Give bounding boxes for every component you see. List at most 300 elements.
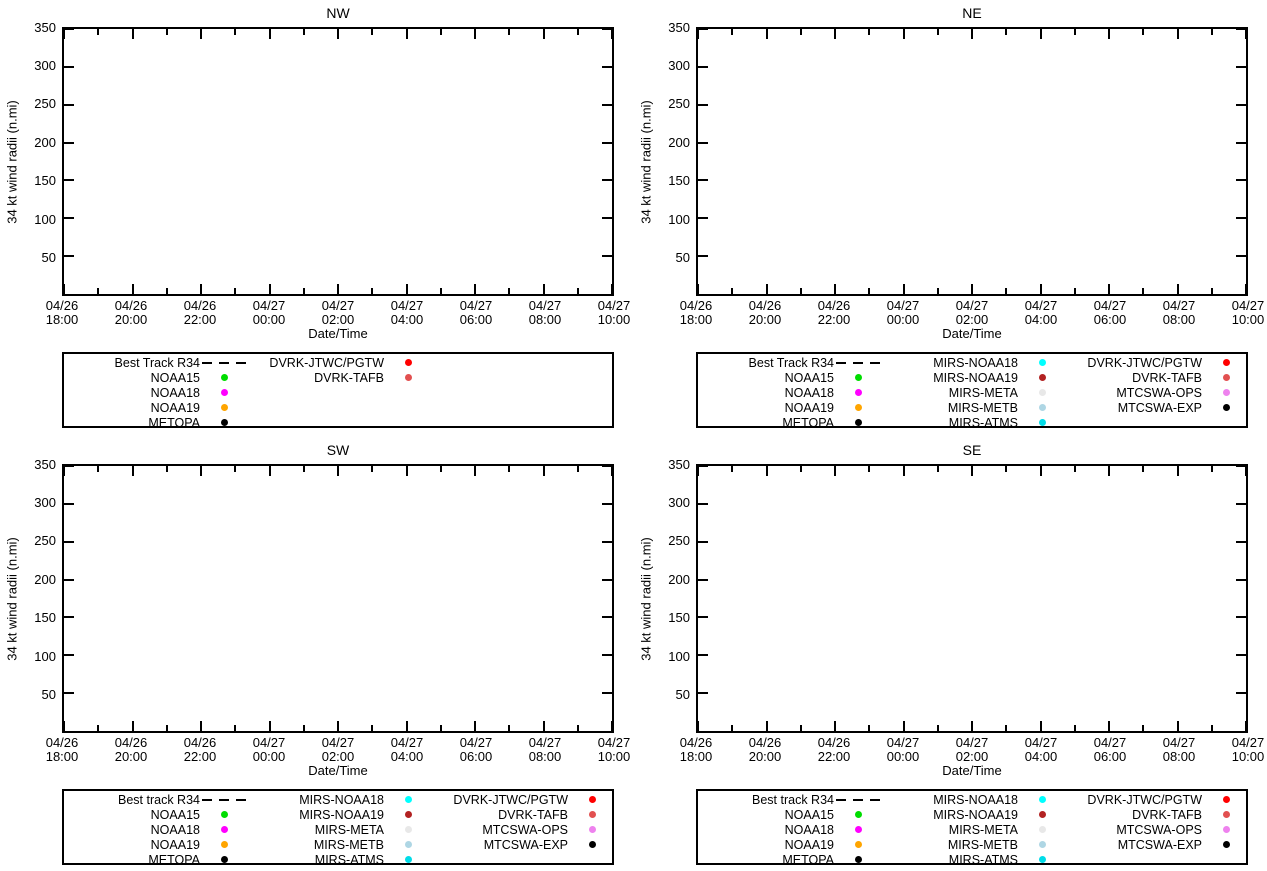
- legend-symbol: [1018, 822, 1066, 837]
- legend-item-label: Best Track R34: [114, 355, 200, 370]
- x-tick-date: 04/27: [886, 735, 920, 750]
- x-minor-tick: [440, 288, 442, 294]
- legend-item-label: METOPA: [782, 852, 834, 865]
- dashed-line-icon: [836, 799, 880, 801]
- y-tick-label: 100: [34, 648, 56, 664]
- x-minor-tick: [1142, 725, 1144, 731]
- y-major-tick: [1236, 503, 1246, 505]
- y-tick-label: 50: [41, 250, 56, 266]
- x-minor-tick: [937, 288, 939, 294]
- x-tick-date: 04/27: [459, 735, 493, 750]
- y-major-tick: [698, 104, 708, 106]
- x-tick-date: 04/26: [114, 735, 148, 750]
- x-minor-tick: [371, 288, 373, 294]
- x-major-tick: [766, 284, 768, 294]
- x-minor-tick: [577, 466, 579, 472]
- x-minor-tick: [868, 288, 870, 294]
- x-tick-date: 04/27: [597, 735, 631, 750]
- legend-item: [698, 792, 882, 807]
- legend-symbol: [834, 852, 882, 865]
- y-tick-label: 150: [668, 610, 690, 626]
- legend-item-label: MIRS-ATMS: [948, 415, 1018, 428]
- x-minor-tick: [937, 466, 939, 472]
- legend-item: [698, 385, 882, 400]
- legend-item-label: NOAA15: [784, 370, 834, 385]
- y-major-tick: [1236, 104, 1246, 106]
- legend-item: [432, 837, 614, 852]
- x-major-tick: [697, 466, 699, 476]
- legend-item-label: DVRK-JTWC/PGTW: [1087, 355, 1202, 370]
- legend-symbol: [834, 822, 882, 837]
- y-tick-label: 200: [34, 571, 56, 587]
- x-tick-label: [873, 299, 933, 327]
- dot-icon: [855, 389, 862, 396]
- legend-column: [698, 792, 882, 865]
- dot-icon: [221, 826, 228, 833]
- x-tick-time: 20:00: [748, 749, 782, 764]
- legend-item-label: MTCSWA-OPS: [1116, 385, 1202, 400]
- x-major-tick: [766, 466, 768, 476]
- y-tick-label: 100: [668, 211, 690, 227]
- y-major-tick: [64, 66, 74, 68]
- x-major-tick: [611, 466, 613, 476]
- legend-item: [882, 415, 1066, 428]
- legend-symbol: [200, 355, 248, 370]
- x-major-tick: [1108, 466, 1110, 476]
- legend-item-label: DVRK-TAFB: [1132, 807, 1202, 822]
- x-minor-tick: [97, 29, 99, 35]
- x-tick-label: [377, 299, 437, 327]
- x-major-tick: [543, 284, 545, 294]
- legend-symbol: [1018, 807, 1066, 822]
- x-axis-label: Date/Time: [942, 326, 1002, 341]
- y-major-tick: [602, 104, 612, 106]
- dot-icon: [1039, 404, 1046, 411]
- x-tick-time: 22:00: [183, 749, 217, 764]
- x-tick-time: 02:00: [321, 312, 355, 327]
- x-tick-time: 00:00: [886, 312, 920, 327]
- x-minor-tick: [234, 725, 236, 731]
- legend-symbol: [568, 792, 614, 807]
- y-major-tick: [1236, 465, 1246, 467]
- x-tick-label: [1011, 299, 1071, 327]
- x-tick-time: 10:00: [597, 749, 631, 764]
- x-minor-tick: [371, 466, 373, 472]
- legend-item: [1066, 400, 1248, 415]
- legend-item-label: NOAA19: [784, 400, 834, 415]
- dot-icon: [221, 389, 228, 396]
- dot-icon: [221, 811, 228, 818]
- x-major-tick: [269, 29, 271, 39]
- x-tick-time: 04:00: [390, 312, 424, 327]
- legend-item: [698, 822, 882, 837]
- legend-symbol: [1202, 355, 1248, 370]
- legend-item-label: NOAA15: [784, 807, 834, 822]
- dot-icon: [1223, 841, 1230, 848]
- x-minor-tick: [1074, 288, 1076, 294]
- legend-item: [1066, 837, 1248, 852]
- legend-item-label: NOAA19: [150, 837, 200, 852]
- y-major-tick: [64, 104, 74, 106]
- x-tick-label: [873, 736, 933, 764]
- x-minor-tick: [1142, 466, 1144, 472]
- x-major-tick: [1108, 284, 1110, 294]
- dot-icon: [1223, 811, 1230, 818]
- y-major-tick: [602, 503, 612, 505]
- y-tick-label: 250: [34, 96, 56, 112]
- x-tick-date: 04/27: [955, 735, 989, 750]
- x-major-tick: [406, 29, 408, 39]
- x-major-tick: [903, 284, 905, 294]
- y-tick-label: 250: [668, 96, 690, 112]
- x-tick-date: 04/27: [252, 735, 286, 750]
- y-major-tick: [1236, 579, 1246, 581]
- legend-item-label: NOAA18: [784, 822, 834, 837]
- x-tick-time: 08:00: [1162, 312, 1196, 327]
- legend-symbol: [1202, 385, 1248, 400]
- x-minor-tick: [1211, 466, 1213, 472]
- legend-item: [248, 792, 432, 807]
- x-minor-tick: [731, 466, 733, 472]
- x-major-tick: [543, 466, 545, 476]
- legend-symbol: [200, 415, 248, 428]
- y-major-tick: [64, 654, 74, 656]
- x-minor-tick: [1005, 288, 1007, 294]
- legend-item: [248, 852, 432, 865]
- y-major-tick: [1236, 654, 1246, 656]
- legend-symbol: [834, 385, 882, 400]
- legend-item: [64, 400, 248, 415]
- y-major-tick: [698, 654, 708, 656]
- dot-icon: [221, 404, 228, 411]
- legend-item-label: MIRS-METB: [947, 837, 1018, 852]
- y-major-tick: [64, 217, 74, 219]
- x-major-tick: [200, 466, 202, 476]
- x-tick-date: 04/26: [114, 298, 148, 313]
- y-major-tick: [602, 541, 612, 543]
- y-tick-label: 100: [34, 211, 56, 227]
- x-major-tick: [1108, 29, 1110, 39]
- legend-item-label: MIRS-NOAA19: [933, 370, 1018, 385]
- legend-item-label: MTCSWA-EXP: [1117, 400, 1202, 415]
- x-tick-label: [1218, 736, 1267, 764]
- legend-item: [882, 852, 1066, 865]
- y-major-tick: [1236, 692, 1246, 694]
- x-minor-tick: [303, 29, 305, 35]
- y-major-tick: [64, 142, 74, 144]
- legend-symbol: [1202, 370, 1248, 385]
- x-tick-label: [1080, 736, 1140, 764]
- legend-symbol: [568, 822, 614, 837]
- x-minor-tick: [937, 29, 939, 35]
- x-major-tick: [834, 721, 836, 731]
- x-tick-label: [942, 736, 1002, 764]
- dot-icon: [855, 841, 862, 848]
- plot-title: SE: [962, 442, 982, 458]
- y-tick-label: 50: [41, 687, 56, 703]
- y-major-tick: [698, 255, 708, 257]
- y-tick-label: 50: [675, 250, 690, 266]
- y-major-tick: [1236, 217, 1246, 219]
- y-major-tick: [1236, 66, 1246, 68]
- legend-column: [1066, 355, 1248, 415]
- y-major-tick: [698, 579, 708, 581]
- legend-item-label: DVRK-JTWC/PGTW: [269, 355, 384, 370]
- legend-symbol: [1018, 852, 1066, 865]
- x-minor-tick: [1074, 725, 1076, 731]
- legend-column: [248, 792, 432, 865]
- legend-symbol: [834, 415, 882, 428]
- legend-item-label: NOAA15: [150, 807, 200, 822]
- legend: [62, 789, 614, 865]
- x-tick-label: [804, 299, 864, 327]
- legend-item-label: MTCSWA-OPS: [1116, 822, 1202, 837]
- x-major-tick: [132, 466, 134, 476]
- dot-icon: [1223, 389, 1230, 396]
- legend-item: [64, 807, 248, 822]
- legend-column: [882, 792, 1066, 865]
- legend-symbol: [834, 355, 882, 370]
- x-minor-tick: [440, 725, 442, 731]
- x-axis-label: Date/Time: [308, 763, 368, 778]
- x-tick-date: 04/26: [45, 298, 79, 313]
- legend-item-label: MTCSWA-EXP: [1117, 837, 1202, 852]
- y-tick-label: 150: [34, 610, 56, 626]
- x-minor-tick: [800, 29, 802, 35]
- y-major-tick: [698, 692, 708, 694]
- x-major-tick: [63, 29, 65, 39]
- y-major-tick: [602, 217, 612, 219]
- y-tick-label: 300: [34, 494, 56, 510]
- legend-item-label: METOPA: [148, 415, 200, 428]
- x-tick-date: 04/27: [459, 298, 493, 313]
- legend-item: [432, 822, 614, 837]
- legend-item: [698, 807, 882, 822]
- legend-item-label: DVRK-JTWC/PGTW: [453, 792, 568, 807]
- legend-item: [1066, 355, 1248, 370]
- legend-item: [698, 837, 882, 852]
- x-major-tick: [766, 721, 768, 731]
- legend-item-label: MIRS-NOAA19: [299, 807, 384, 822]
- legend-symbol: [384, 370, 432, 385]
- legend-symbol: [384, 807, 432, 822]
- legend-symbol: [384, 355, 432, 370]
- x-tick-label: [308, 299, 368, 327]
- legend-item: [432, 807, 614, 822]
- y-major-tick: [698, 142, 708, 144]
- x-tick-time: 20:00: [114, 749, 148, 764]
- x-minor-tick: [371, 725, 373, 731]
- x-minor-tick: [577, 288, 579, 294]
- dot-icon: [855, 404, 862, 411]
- x-tick-time: 02:00: [955, 749, 989, 764]
- x-minor-tick: [97, 288, 99, 294]
- x-tick-date: 04/27: [252, 298, 286, 313]
- x-tick-time: 04:00: [1024, 749, 1058, 764]
- y-major-tick: [602, 579, 612, 581]
- dashed-line-icon: [202, 362, 246, 364]
- y-tick-label: 250: [668, 533, 690, 549]
- x-tick-date: 04/27: [1231, 735, 1265, 750]
- x-tick-time: 04:00: [1024, 312, 1058, 327]
- x-major-tick: [1245, 284, 1247, 294]
- x-tick-time: 08:00: [528, 312, 562, 327]
- x-major-tick: [1040, 466, 1042, 476]
- legend-item: [882, 807, 1066, 822]
- y-tick-label: 200: [668, 571, 690, 587]
- x-major-tick: [406, 721, 408, 731]
- dot-icon: [855, 419, 862, 426]
- x-major-tick: [1177, 721, 1179, 731]
- x-minor-tick: [800, 725, 802, 731]
- x-tick-label: [446, 299, 506, 327]
- x-tick-date: 04/26: [817, 735, 851, 750]
- legend-item-label: NOAA18: [784, 385, 834, 400]
- x-minor-tick: [440, 466, 442, 472]
- x-tick-label: [1149, 736, 1209, 764]
- legend-item: [882, 385, 1066, 400]
- plot-area: [62, 27, 614, 296]
- x-tick-time: 18:00: [679, 312, 713, 327]
- x-tick-date: 04/26: [679, 298, 713, 313]
- x-tick-label: [735, 736, 795, 764]
- legend-item-label: NOAA15: [150, 370, 200, 385]
- x-minor-tick: [508, 466, 510, 472]
- x-major-tick: [1040, 284, 1042, 294]
- y-tick-label: 100: [668, 648, 690, 664]
- legend-symbol: [200, 385, 248, 400]
- legend-symbol: [200, 400, 248, 415]
- legend-symbol: [384, 837, 432, 852]
- x-tick-label: [1080, 299, 1140, 327]
- x-minor-tick: [868, 466, 870, 472]
- x-minor-tick: [234, 288, 236, 294]
- x-minor-tick: [508, 725, 510, 731]
- dot-icon: [855, 826, 862, 833]
- y-tick-label: 350: [34, 19, 56, 35]
- legend-symbol: [1202, 807, 1248, 822]
- x-minor-tick: [868, 29, 870, 35]
- x-tick-date: 04/27: [1093, 298, 1127, 313]
- dot-icon: [1223, 826, 1230, 833]
- x-tick-label: [1218, 299, 1267, 327]
- x-tick-date: 04/27: [886, 298, 920, 313]
- y-major-tick: [1236, 179, 1246, 181]
- x-tick-time: 04:00: [390, 749, 424, 764]
- x-tick-time: 06:00: [459, 312, 493, 327]
- dot-icon: [1039, 856, 1046, 863]
- x-major-tick: [834, 466, 836, 476]
- x-minor-tick: [1211, 288, 1213, 294]
- y-major-tick: [64, 465, 74, 467]
- legend-item-label: MIRS-META: [948, 822, 1018, 837]
- x-tick-date: 04/27: [1093, 735, 1127, 750]
- dot-icon: [1039, 374, 1046, 381]
- x-minor-tick: [731, 725, 733, 731]
- legend-item: [698, 370, 882, 385]
- x-tick-time: 06:00: [459, 749, 493, 764]
- dot-icon: [405, 374, 412, 381]
- x-major-tick: [406, 466, 408, 476]
- x-tick-time: 00:00: [252, 749, 286, 764]
- x-minor-tick: [166, 29, 168, 35]
- x-major-tick: [269, 466, 271, 476]
- legend: [62, 352, 614, 428]
- x-tick-time: 20:00: [114, 312, 148, 327]
- legend-item: [64, 822, 248, 837]
- x-minor-tick: [508, 29, 510, 35]
- legend-item-label: MTCSWA-OPS: [482, 822, 568, 837]
- y-major-tick: [1236, 28, 1246, 30]
- y-tick-label: 350: [668, 19, 690, 35]
- y-major-tick: [698, 179, 708, 181]
- x-minor-tick: [234, 466, 236, 472]
- x-tick-label: [101, 736, 161, 764]
- x-major-tick: [697, 284, 699, 294]
- legend-item: [698, 415, 882, 428]
- x-tick-date: 04/27: [1162, 735, 1196, 750]
- legend-item: [248, 807, 432, 822]
- x-tick-label: [515, 299, 575, 327]
- x-minor-tick: [731, 29, 733, 35]
- y-major-tick: [602, 28, 612, 30]
- x-minor-tick: [1142, 29, 1144, 35]
- dot-icon: [855, 374, 862, 381]
- legend-item: [882, 792, 1066, 807]
- y-tick-label: 150: [34, 173, 56, 189]
- y-major-tick: [602, 465, 612, 467]
- legend-symbol: [1018, 400, 1066, 415]
- y-major-tick: [698, 541, 708, 543]
- dot-icon: [1223, 374, 1230, 381]
- x-minor-tick: [1142, 288, 1144, 294]
- legend-symbol: [568, 807, 614, 822]
- dot-icon: [405, 359, 412, 366]
- x-tick-date: 04/26: [45, 735, 79, 750]
- x-major-tick: [474, 466, 476, 476]
- x-tick-label: [239, 736, 299, 764]
- x-minor-tick: [166, 466, 168, 472]
- y-major-tick: [602, 142, 612, 144]
- y-tick-label: 300: [34, 57, 56, 73]
- x-major-tick: [903, 466, 905, 476]
- legend-item-label: DVRK-JTWC/PGTW: [1087, 792, 1202, 807]
- x-minor-tick: [1005, 29, 1007, 35]
- legend-item-label: NOAA18: [150, 385, 200, 400]
- x-major-tick: [1177, 284, 1179, 294]
- x-tick-label: [942, 299, 1002, 327]
- x-minor-tick: [1005, 725, 1007, 731]
- y-tick-label: 50: [675, 687, 690, 703]
- x-major-tick: [611, 29, 613, 39]
- y-major-tick: [64, 179, 74, 181]
- x-tick-date: 04/26: [748, 735, 782, 750]
- x-major-tick: [697, 721, 699, 731]
- x-major-tick: [611, 284, 613, 294]
- legend-symbol: [834, 400, 882, 415]
- dot-icon: [405, 841, 412, 848]
- x-minor-tick: [234, 29, 236, 35]
- x-tick-date: 04/27: [1231, 298, 1265, 313]
- x-tick-date: 04/26: [183, 298, 217, 313]
- legend-column: [432, 792, 614, 852]
- y-tick-label: 200: [34, 134, 56, 150]
- x-tick-time: 08:00: [1162, 749, 1196, 764]
- legend-item-label: NOAA19: [784, 837, 834, 852]
- legend-symbol: [200, 852, 248, 865]
- legend-symbol: [1202, 837, 1248, 852]
- x-major-tick: [903, 29, 905, 39]
